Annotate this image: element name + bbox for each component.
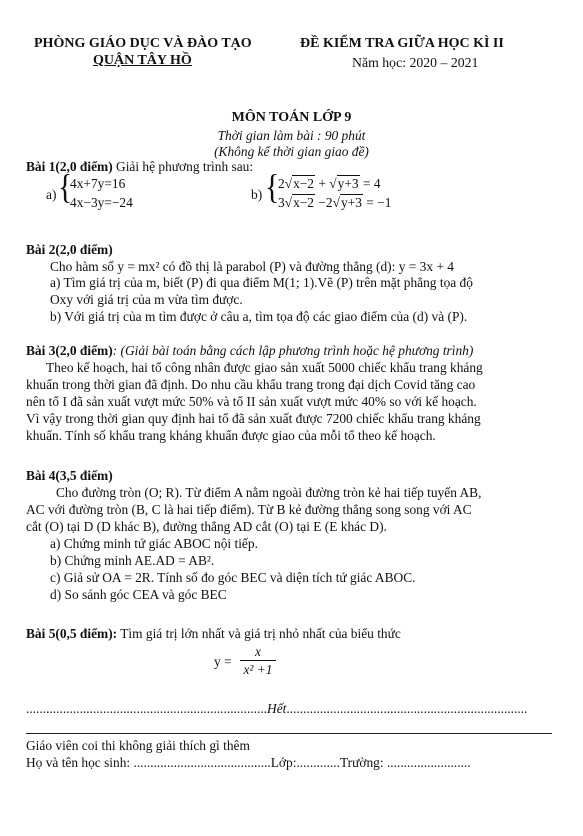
bai3-line5: khuẩn. Tính số khẩu trang kháng khuẩn được giao của mỗi tổ theo kế hoạch. (26, 428, 436, 443)
school-label: Trường: (339, 755, 387, 770)
district-name: QUẬN TÂY HỒ (93, 53, 192, 68)
bai2-line1: Cho hàm số y = mx² có đồ thị là parabol (P) và đường thẳng (d): y = 3x + 4 (50, 259, 454, 274)
bai5-fraction (240, 644, 276, 678)
bai1-b-label: b) (251, 187, 263, 202)
bai2-line4: b) Với giá trị của m tìm được ở câu a, tìm tọa độ các giao điểm của (d) và (P). (50, 309, 468, 324)
bai1-a-eq1: 4x+7y=16 (70, 176, 126, 191)
bai4-line1: Cho đường tròn (O; R). Từ điểm A nằm ngoài đường tròn kẻ hai tiếp tuyến AB, (56, 485, 482, 500)
bai4-line7: d) So sánh góc CEA và góc BEC (50, 587, 227, 602)
department-name: PHÒNG GIÁO DỤC VÀ ĐÀO TẠO (34, 36, 252, 51)
bai1-a-brace: { (58, 168, 73, 207)
bai4-line5: b) Chứng minh AE.AD = AB². (50, 553, 215, 568)
bai1-heading: Bài 1(2,0 điểm) (26, 159, 113, 174)
end-word: Hết (267, 701, 287, 716)
bai4-line2: AC với đường tròn (B, C là hai tiếp điểm). Từ B kẻ đường thẳng song song với AC (26, 502, 472, 517)
exam-title: ĐỀ KIỂM TRA GIỮA HỌC KÌ II (300, 36, 504, 51)
bai3-subheading: : (Giải bài toán bằng cách lập phương trình hoặc hệ phương trình) (112, 343, 474, 358)
bai3-line3: nên tổ I đã sản xuất vượt mức 50% và tổ II sản xuất vượt mức 40% so với kế hoạch. (26, 394, 477, 409)
footer-note: Giáo viên coi thi không giải thích gì thêm (26, 738, 250, 753)
bai4-line4: a) Chứng minh tứ giác ABOC nội tiếp. (50, 536, 258, 551)
school-year: Năm học: 2020 – 2021 (352, 55, 479, 70)
footer-divider (26, 733, 552, 734)
bai1-b-eq1: 2√x−2 + √y+3 = 4 (278, 176, 381, 191)
bai3-line2: khuẩn trong thời gian đã định. Do nhu cầu khẩu trang trong đại dịch Covid tăng cao (26, 377, 476, 392)
bai5-denominator: x² +1 (240, 660, 276, 678)
class-label: Lớp: (270, 755, 297, 770)
bai2-line3: Oxy với giá trị của m vừa tìm được. (50, 292, 243, 307)
time-limit: Thời gian làm bài : 90 phút (217, 128, 366, 143)
student-name-label: Họ và tên học sinh: (26, 755, 134, 770)
time-note: (Không kể thời gian giao đề) (214, 144, 369, 159)
bai1-b-brace: { (265, 168, 280, 207)
end-marker: ........................................................................Hết........................................................................ (26, 701, 528, 716)
bai4-line3: cắt (O) tại D (D khác B), đường thẳng AD cắt (O) tại E (E khác D). (26, 519, 387, 534)
bai2-line2: a) Tìm giá trị của m, biết (P) đi qua điểm M(1; 1).Vẽ (P) trên mặt phẳng tọa độ (50, 275, 473, 290)
bai5-numerator: x (255, 644, 261, 659)
subject-title: MÔN TOÁN LỚP 9 (231, 110, 352, 125)
bai5-text: Tìm giá trị lớn nhất và giá trị nhỏ nhất của biểu thức (117, 626, 401, 641)
student-name-field[interactable]: ......................................... (133, 755, 271, 770)
bai1-a-system (70, 174, 133, 212)
class-field[interactable]: ............. (296, 755, 340, 770)
bai1-b-eq2: 3√x−2 −2√y+3 = −1 (278, 195, 392, 210)
bai2-heading: Bài 2(2,0 điểm) (26, 242, 113, 257)
bai3-line4: Vì vậy trong thời gian quy định hai tổ đã sản xuất được 7200 chiếc khẩu trang kháng (26, 411, 481, 426)
bai1-a-eq2: 4x−3y=−24 (70, 195, 133, 210)
bai1-b-system (278, 174, 391, 212)
bai5-formula-lhs: y = (214, 654, 232, 669)
bai3-line1: Theo kế hoạch, hai tổ công nhân được giao sản xuất 5000 chiếc khẩu trang kháng (46, 360, 483, 375)
bai1-text: Giải hệ phương trình sau: (112, 159, 254, 174)
bai1-a-label: a) (46, 187, 57, 202)
bai4-line6: c) Giả sử OA = 2R. Tính số đo góc BEC và diện tích tứ giác ABOC. (50, 570, 416, 585)
school-field[interactable]: ......................... (386, 755, 471, 770)
bai5-statement (26, 625, 401, 642)
bai4-heading: Bài 4(3,5 điểm) (26, 468, 113, 483)
bai5-heading: Bài 5(0,5 điểm): (26, 626, 118, 641)
student-info-line (26, 754, 556, 771)
bai3-heading: Bài 3(2,0 điểm) (26, 343, 113, 358)
bai3-statement (26, 342, 473, 359)
